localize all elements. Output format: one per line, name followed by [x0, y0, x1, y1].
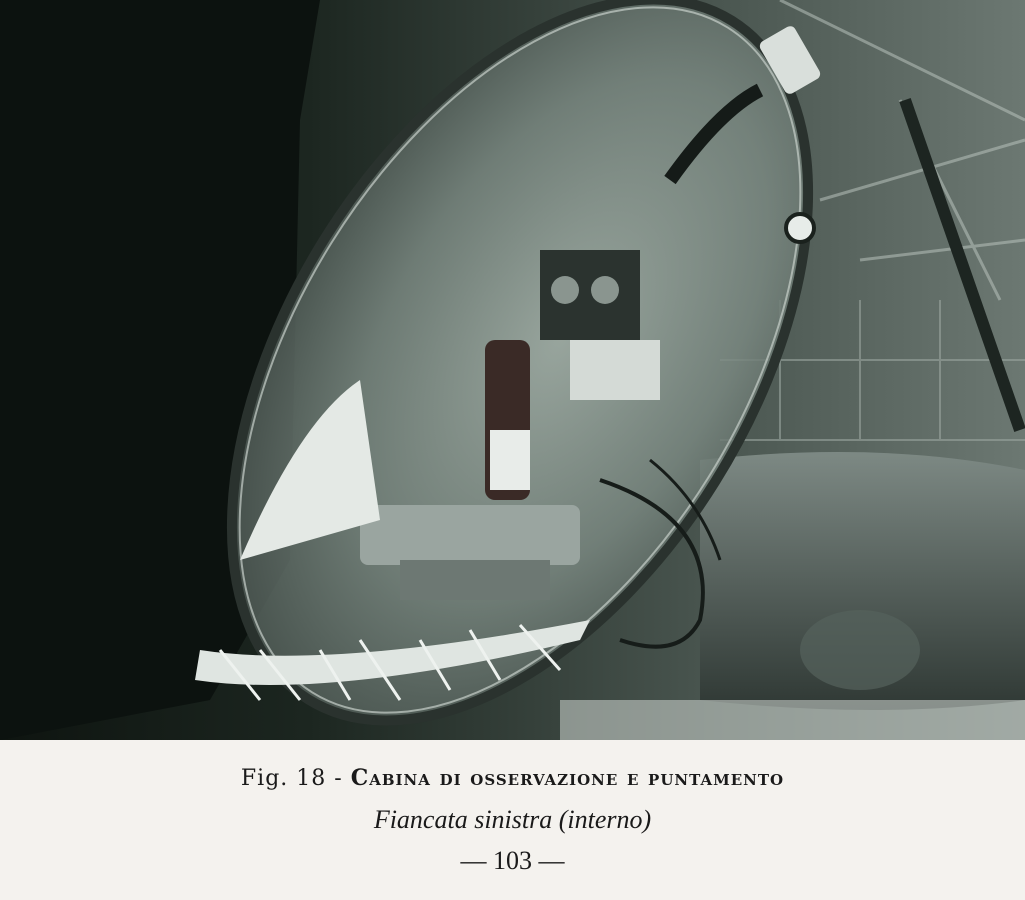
figure-label: Fig. 18 — [240, 766, 327, 791]
figure-separator: - — [334, 766, 343, 791]
figure-title: Cabina di osservazione e puntamento — [350, 765, 785, 791]
figure-subtitle: Fiancata sinistra (interno) — [373, 805, 652, 834]
page-number: — 103 — — [460, 846, 565, 875]
figure-caption — [0, 763, 1025, 794]
